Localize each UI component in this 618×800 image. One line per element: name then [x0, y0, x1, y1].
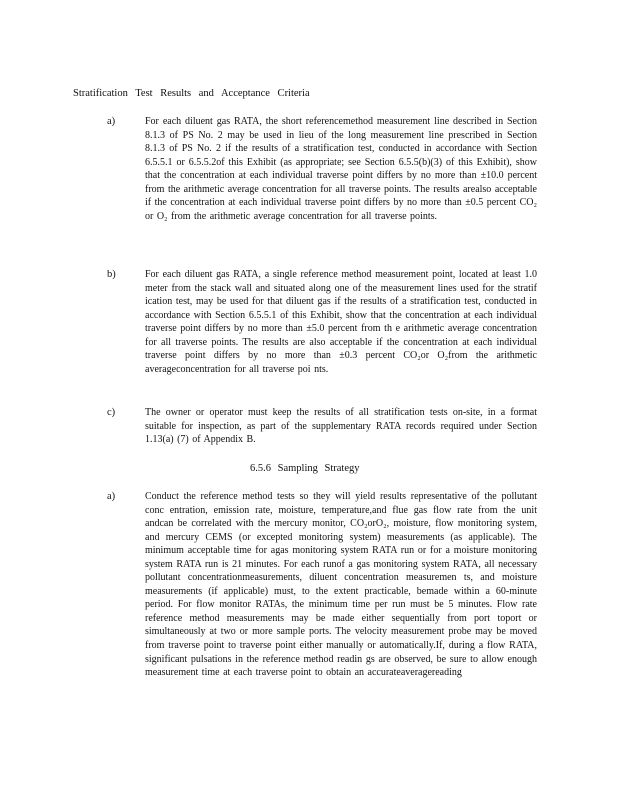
list-item-b — [107, 268, 547, 376]
list-item-text: The owner or operator must keep the results of all stratification tests on-site, in a format suitable for inspection, as part of the supplementary RATA records required under Section 1.13(a) (7) of Appendix B. — [145, 407, 537, 446]
list-item-text: Conduct the reference method tests so they will yield results representative of the pollutant conc entration, emission rate, moisture, temperature,and flue gas flow rate from the unit andcan be correlated with the mercury monitor, CO₂orO₂, moisture, flow monitoring system, and mercury CEMS (or excepted monitoring system) measurements (as applicable). The minimum acceptable time for agas monitoring system RATA run or for a moisture monitoring system RATA run is 21 minutes. For each runof a gas monitoring system RATA, all necessary pollutant concentrationmeasurements, diluent concentration measuremen ts, and moisture measurements (if applicable) must, to the extent practicable, bemade within a 60-minute period. For flow monitor RATAs, the minimum time per run must be 5 minutes. Flow rate reference method measurements may be made either sequentially from port toport or simultaneously at two or more sample ports. The velocity measurement probe may be moved from traverse point to traverse point either manually or automatically.If, during a flow RATA, significant pulsations in the reference method readin gs are observed, be sure to allow enough measurement time at each traverse point to obtain an accurateaveragereading — [145, 491, 537, 679]
list-marker: a) — [107, 491, 116, 502]
list-item-c — [107, 406, 547, 447]
section-title: 6.5.6 Sampling Strategy — [250, 463, 360, 474]
list-item-text: For each diluent gas RATA, the short referencemethod measurement line described in Section 8.1.3 of PS No. 2 may be used in lieu of the long measurement line prescribed in Section 8.1.3 of PS No. 2 if the results of a stratification test, conducted in accordance with Section 6.5.5.1 or 6.5.5.2of this Exhibit (as appropriate; see Section 6.5.5(b)(3) of this Exhibit), show that the concentration at each individual traverse point differs by no more than ±10.0 percent from the arithmetic average concentration for all traverse points. The results arealso acceptable if the concentration at each individual traverse point differs by no more than ±0.5 percent CO₂ or O₂ from the arithmetic average concentration for all traverse points. — [145, 116, 538, 222]
list-marker: b) — [107, 269, 116, 280]
section-heading: Stratification Test Results and Acceptance Criteria — [73, 88, 310, 99]
list-marker: c) — [107, 407, 116, 418]
sampling-item-a — [107, 490, 547, 680]
list-item-a — [107, 115, 547, 223]
list-marker: a) — [107, 116, 116, 127]
list-item-text: For each diluent gas RATA, a single reference method measurement point, located at least 1.0 meter from the stack wall and situated along one of the measurement lines used for the stratif ication test, may be used for that diluent gas if the results of a stratification test, conducted in accordance with Section 6.5.5.1 of this Exhibit, show that the concentration at each individual traverse point differs by no more than ±5.0 percent from th e arithmetic average concentration for all traverse points. The results are also acceptable if the concentration at each individual traverse point differs by no more than ±0.3 percent CO₂or O₂from the arithmetic averageconcentration for all traverse poi nts. — [145, 269, 537, 375]
